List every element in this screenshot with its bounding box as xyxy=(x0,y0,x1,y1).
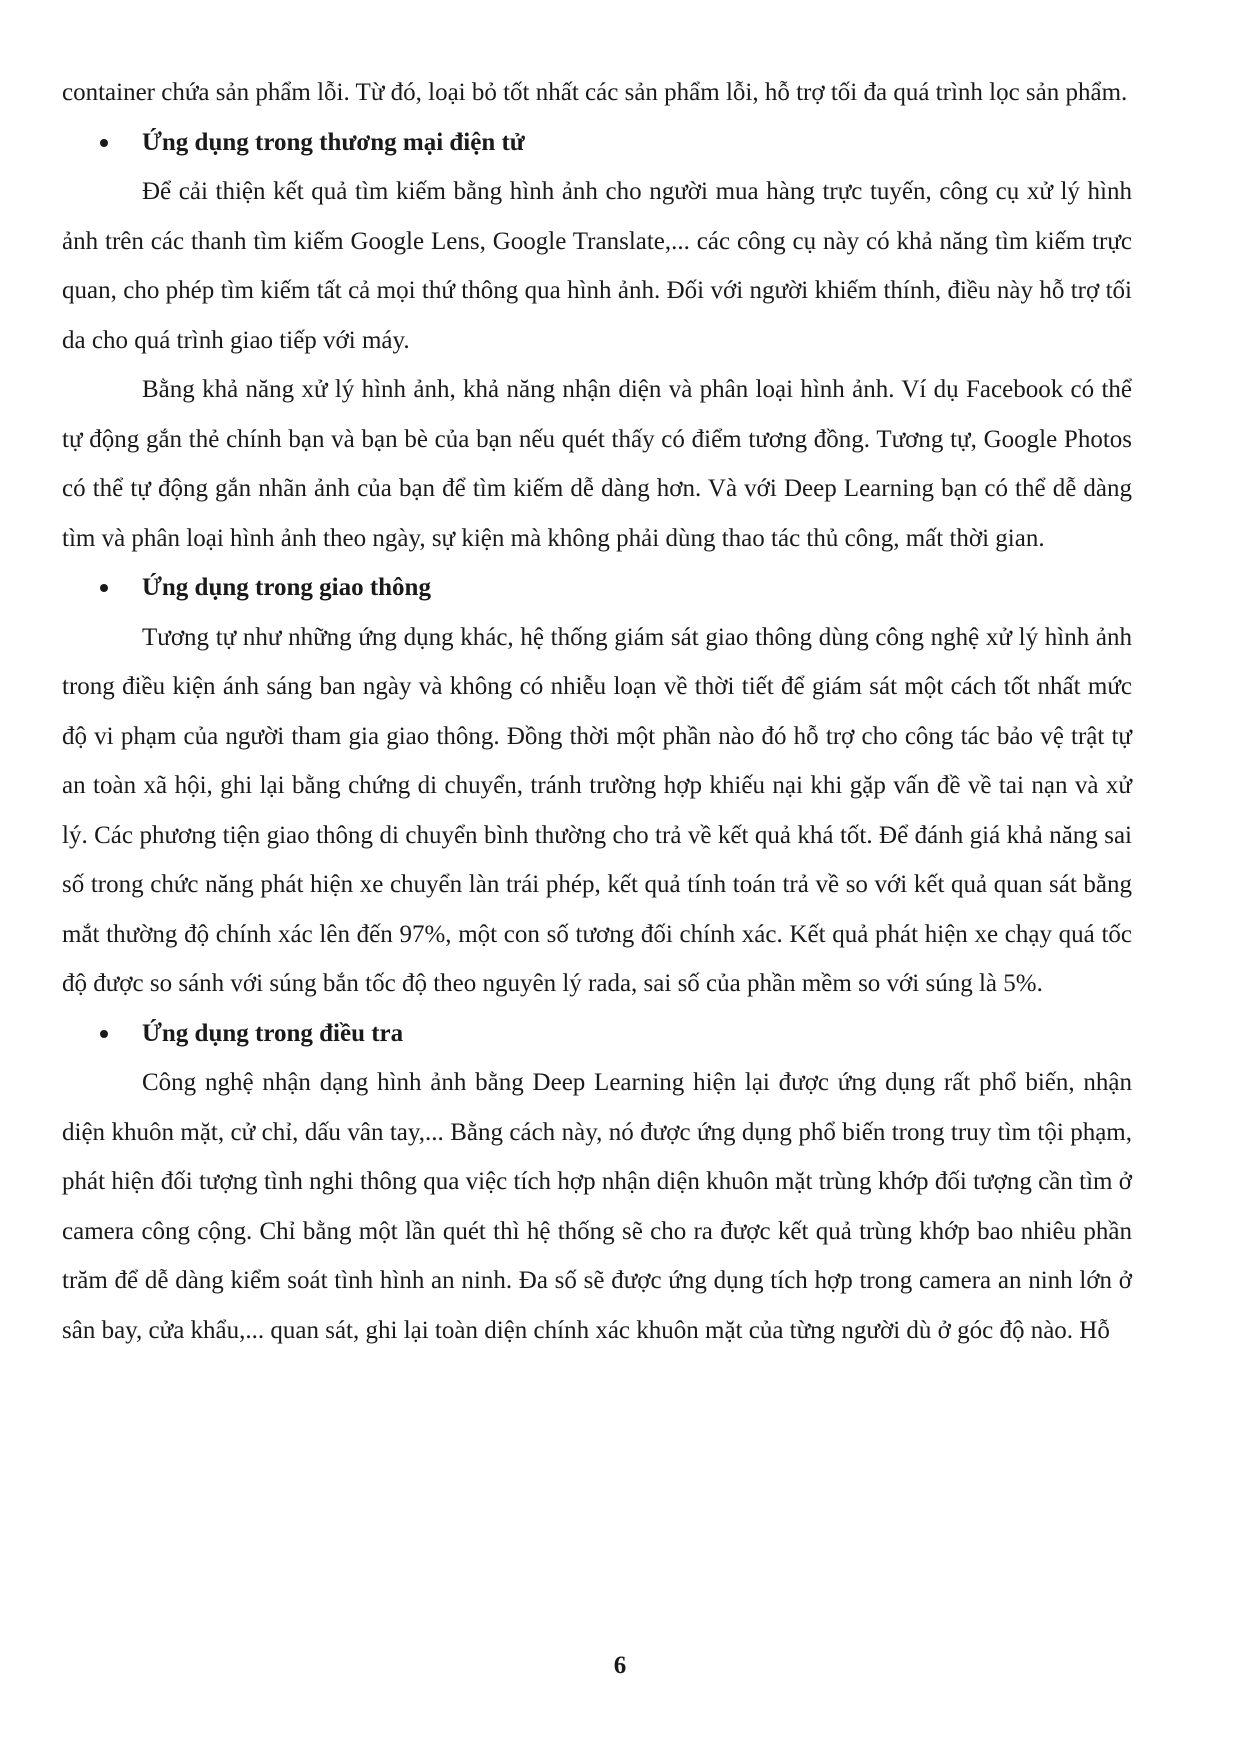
bullet-icon xyxy=(100,584,108,592)
intro-continuation-paragraph: container chứa sản phẩm lỗi. Từ đó, loại bỏ tốt nhất các sản phẩm lỗi, hỗ trợ tối đa quá trình lọc sản phẩm. xyxy=(62,79,1128,106)
section-heading-text: Ứng dụng trong thương mại điện tử xyxy=(142,128,525,156)
bullet-icon xyxy=(100,139,108,147)
section-heading-text: Ứng dụng trong điều tra xyxy=(142,1019,404,1047)
section-heading-ecommerce xyxy=(62,118,1132,168)
ecommerce-paragraph-2: Bằng khả năng xử lý hình ảnh, khả năng nhận diện và phân loại hình ảnh. Ví dụ Facebook có thể tự động gắn thẻ chính bạn và bạn bè của bạn nếu quét thấy có điểm tương đồng. Tương tự, Google Photos có thể tự động gắn nhãn ảnh của bạn để tìm kiếm dễ dàng hơn. Và với Deep Learning bạn có thể dễ dàng tìm và phân loại hình ảnh theo ngày, sự kiện mà không phải dùng thao tác thủ công, mất thời gian. xyxy=(62,376,1132,552)
traffic-paragraph-1: Tương tự như những ứng dụng khác, hệ thống giám sát giao thông dùng công nghệ xử lý hình ảnh trong điều kiện ánh sáng ban ngày và không có nhiễu loạn về thời tiết để giám sát một cách tốt nhất mức độ vi phạm của người tham gia giao thông. Đồng thời một phần nào đó hỗ trợ cho công tác bảo vệ trật tự an toàn xã hội, ghi lại bằng chứng di chuyển, tránh trường hợp khiếu nại khi gặp vấn đề về tai nạn và xử lý. Các phương tiện giao thông di chuyển bình thường cho trả về kết quả khá tốt. Để đánh giá khả năng sai số trong chức năng phát hiện xe chuyển làn trái phép, kết quả tính toán trả về so với kết quả quan sát bằng mắt thường độ chính xác lên đến 97%, một con số tương đối chính xác. Kết quả phát hiện xe chạy quá tốc độ được so sánh với súng bắn tốc độ theo nguyên lý rada, sai số của phần mềm so với súng là 5%. xyxy=(62,623,1132,997)
ecommerce-paragraph-1: Để cải thiện kết quả tìm kiếm bằng hình ảnh cho người mua hàng trực tuyến, công cụ xử lý hình ảnh trên các thanh tìm kiếm Google Lens, Google Translate,... các công cụ này có khả năng tìm kiếm trực quan, cho phép tìm kiếm tất cả mọi thứ thông qua hình ảnh. Đối với người khiếm thính, điều này hỗ trợ tối da cho quá trình giao tiếp với máy. xyxy=(62,178,1132,354)
investigation-paragraph-1: Công nghệ nhận dạng hình ảnh bằng Deep Learning hiện lại được ứng dụng rất phổ biến, nhận diện khuôn mặt, cử chỉ, dấu vân tay,... Bằng cách này, nó được ứng dụng phổ biến trong truy tìm tội phạm, phát hiện đối tượng tình nghi thông qua việc tích hợp nhận diện khuôn mặt trùng khớp đối tượng cần tìm ở camera công cộng. Chỉ bằng một lần quét thì hệ thống sẽ cho ra được kết quả trùng khớp bao nhiêu phần trăm để dễ dàng kiểm soát tình hình an ninh. Đa số sẽ được ứng dụng tích hợp trong camera an ninh lớn ở sân bay, cửa khẩu,... quan sát, ghi lại toàn diện chính xác khuôn mặt của từng người dù ở góc độ nào. Hỗ xyxy=(62,1069,1132,1344)
page-number: 6 xyxy=(613,1652,627,1679)
bullet-icon xyxy=(100,1030,108,1038)
section-heading-investigation xyxy=(62,1009,1132,1059)
section-heading-traffic xyxy=(62,563,1132,613)
section-heading-text: Ứng dụng trong giao thông xyxy=(142,574,431,601)
